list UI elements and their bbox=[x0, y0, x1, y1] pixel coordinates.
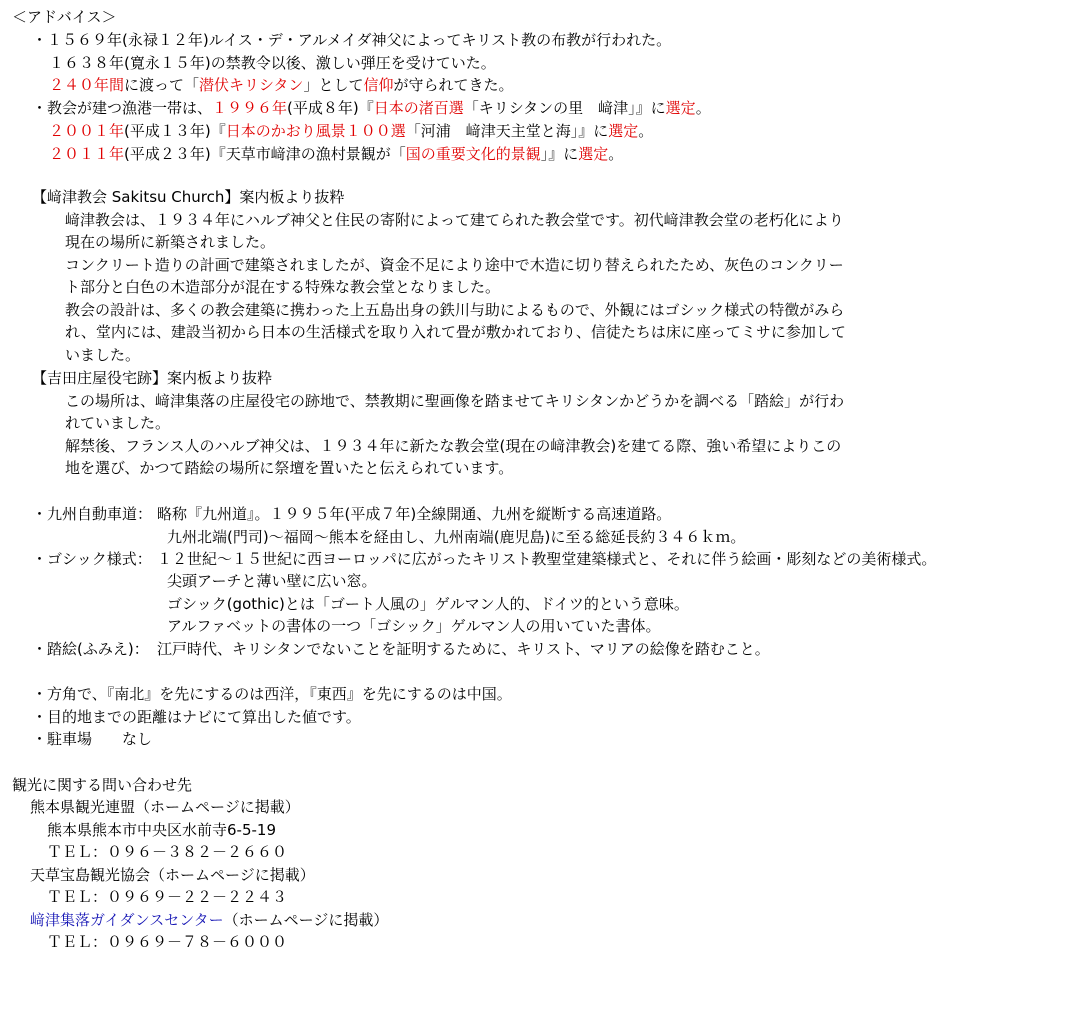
contact-kumamoto-tel: ＴＥＬ：０９６－３８２－２６６０ bbox=[47, 843, 288, 861]
yoshida-sign-line: 地を選び、かつて踏絵の場所に祭壇を置いたと伝えられています。 bbox=[65, 459, 514, 477]
glossary-text: アルファベットの書体の一つ「ゴシック」ゲルマン人の用いていた書体。 bbox=[167, 617, 661, 635]
text-segment: ・教会が建つ漁港一帯は、 bbox=[32, 99, 213, 117]
selection-line-1 bbox=[32, 97, 711, 119]
glossary-text: ゴシック(gothic)とは「ゴート人風の」ゲルマン人的、ドイツ的という意味。 bbox=[167, 595, 689, 613]
contact-kumamoto-name: 熊本県観光連盟（ホームページに掲載） bbox=[30, 798, 300, 816]
church-sign-line: れ、堂内には、建設当初から日本の生活様式を取り入れて畳が敷かれており、信徒たちは床に座ってミサに参加して bbox=[65, 323, 846, 341]
church-sign-title: 【﨑津教会 Sakitsu Church】案内板より抜粋 bbox=[32, 188, 345, 206]
yoshida-sign-line: この場所は、﨑津集落の庄屋役宅の跡地で、禁教期に聖画像を踏ませてキリシタンかどうかを調べる「踏絵」が行わ bbox=[65, 392, 845, 410]
highlight-nagisa-100: 日本の渚百選 bbox=[373, 99, 464, 117]
highlight-240-years: ２４０年間 bbox=[49, 76, 125, 94]
glossary-text: 九州北端(門司)～福岡～熊本を経由し、九州南端(鹿児島)に至る総延長約３４６ｋｍ。 bbox=[167, 528, 746, 546]
yoshida-sign-title: 【吉田庄屋役宅跡】案内板より抜粋 bbox=[32, 369, 273, 387]
text-segment: に渡って「 bbox=[124, 76, 200, 94]
highlight-selected: 選定 bbox=[608, 122, 639, 140]
glossary-text: 江戸時代、キリシタンでないことを証明するために、キリスト、マリアの絵像を踏むこと。 bbox=[157, 640, 770, 658]
highlight-hidden-christians: 潜伏キリシタン bbox=[199, 76, 304, 94]
history-line-1: ・１５６９年(永禄１２年)ルイス・デ・アルメイダ神父によってキリスト教の布教が行われた。 bbox=[32, 31, 672, 49]
yoshida-sign-line: 解禁後、フランス人のハルブ神父は、１９３４年に新たな教会堂(現在の﨑津教会)を建てる際、強い希望によりこの bbox=[65, 437, 842, 455]
highlight-year-1996: １９９６年 bbox=[212, 99, 288, 117]
highlight-selected: 選定 bbox=[665, 99, 696, 117]
church-sign-line: 現在の場所に新築されました。 bbox=[65, 233, 276, 251]
text-segment: 「河浦 﨑津天主堂と海」』に bbox=[405, 122, 609, 140]
contact-kumamoto-address: 熊本県熊本市中央区水前寺6-5-19 bbox=[47, 821, 277, 839]
contact-sakitsu bbox=[30, 909, 388, 931]
glossary-label: ・踏絵(ふみえ)： bbox=[32, 640, 149, 658]
text-segment: 。 bbox=[695, 99, 711, 117]
text-segment: 「キリシタンの里 﨑津」』に bbox=[463, 99, 666, 117]
church-sign-line: 教会の設計は、多くの教会建築に携わった上五島出身の鉄川与助によるもので、外観にはゴシック様式の特徴がみら bbox=[65, 301, 845, 319]
note-item: ・目的地までの距離はナビにて算出した値です。 bbox=[32, 708, 361, 726]
text-segment: (平成２３年)『天草市﨑津の漁村景観が「 bbox=[124, 145, 406, 163]
glossary-text: １２世紀～１５世紀に西ヨーロッパに広がったキリスト教聖堂建築様式と、それに伴う絵画・彫刻などの美術様式。 bbox=[157, 550, 937, 568]
glossary-text: 尖頭アーチと薄い壁に広い窓。 bbox=[167, 572, 377, 590]
glossary-kyushu bbox=[32, 503, 671, 525]
text-segment: が守られてきた。 bbox=[393, 76, 514, 94]
contact-sakitsu-tel: ＴＥＬ：０９６９－７８－６０００ bbox=[47, 933, 288, 951]
highlight-selected: 選定 bbox=[578, 145, 609, 163]
highlight-year-2011: ２０１１年 bbox=[49, 145, 125, 163]
selection-line-3 bbox=[49, 143, 623, 165]
history-line-3 bbox=[49, 74, 513, 96]
glossary-text: 略称『九州道』。１９９５年(平成７年)全線開通、九州を縦断する高速道路。 bbox=[157, 505, 672, 523]
glossary-label: ・ゴシック様式： bbox=[32, 550, 152, 568]
highlight-cultural-landscape: 国の重要文化的景観 bbox=[405, 145, 541, 163]
church-sign-line: コンクリート造りの計画で建築されましたが、資金不足により途中で木造に切り替えられたため、灰色のコンクリー bbox=[65, 256, 844, 274]
highlight-faith: 信仰 bbox=[363, 76, 394, 94]
note-item: ・駐車場 なし bbox=[32, 730, 153, 748]
sakitsu-guidance-center-link[interactable]: 﨑津集落ガイダンスセンター bbox=[30, 911, 224, 929]
selection-line-2 bbox=[49, 120, 653, 142]
glossary-fumie bbox=[32, 638, 770, 660]
advice-heading: ＜アドバイス＞ bbox=[12, 8, 117, 26]
church-sign-line: 﨑津教会は、１９３４年にハルブ神父と住民の寄附によって建てられた教会堂です。初代﨑津教会堂の老朽化により bbox=[65, 211, 844, 229]
contact-sakitsu-suffix: （ホームページに掲載） bbox=[223, 911, 389, 929]
highlight-year-2001: ２００１年 bbox=[49, 122, 125, 140]
contacts-heading: 観光に関する問い合わせ先 bbox=[12, 776, 193, 794]
glossary-label: ・九州自動車道： bbox=[32, 505, 153, 523]
history-line-2: １６３８年(寛永１５年)の禁教令以後、激しい弾圧を受けていた。 bbox=[49, 54, 496, 72]
yoshida-sign-line: れていました。 bbox=[65, 414, 171, 432]
text-segment: 。 bbox=[608, 145, 624, 163]
contact-amakusa-tel: ＴＥＬ：０９６９－２２－２２４３ bbox=[47, 888, 288, 906]
glossary-gothic bbox=[32, 548, 936, 570]
note-item: ・方角で、『南北』を先にするのは西洋，『東西』を先にするのは中国。 bbox=[32, 685, 512, 703]
contact-amakusa-name: 天草宝島観光協会（ホームページに掲載） bbox=[30, 866, 315, 884]
text-segment: 。 bbox=[638, 122, 654, 140]
text-segment: (平成１３年)『 bbox=[124, 122, 226, 140]
text-segment: (平成８年)『 bbox=[287, 99, 374, 117]
text-segment: 」として bbox=[303, 76, 364, 94]
text-segment: 」』に bbox=[540, 145, 579, 163]
church-sign-line: いました。 bbox=[65, 346, 141, 364]
highlight-kaori-100: 日本のかおり風景１００選 bbox=[225, 122, 406, 140]
church-sign-line: ト部分と白色の木造部分が混在する特殊な教会堂となりました。 bbox=[65, 278, 501, 296]
